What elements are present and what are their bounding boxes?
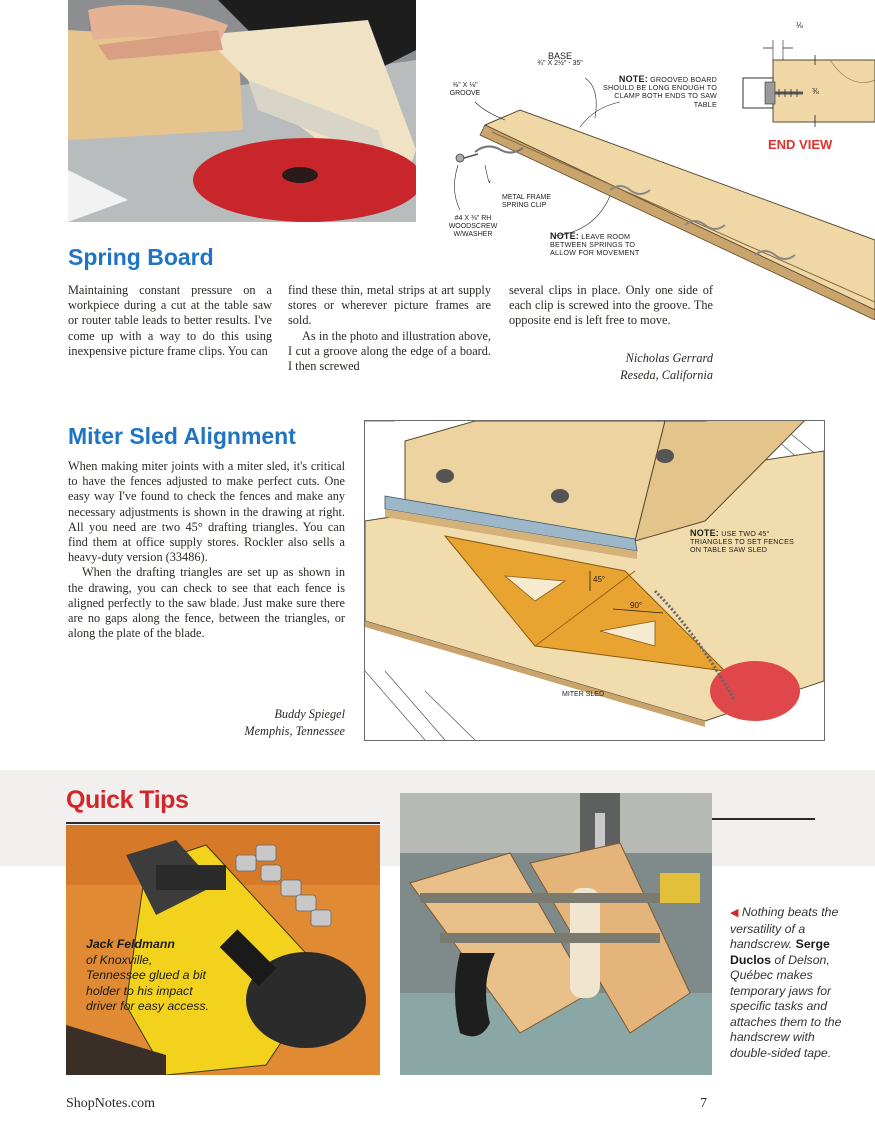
spring-board-author: Nicholas Gerrard	[625, 351, 713, 365]
spring-board-photo	[68, 0, 416, 222]
handscrew-photo	[400, 793, 712, 1075]
note-leave-room-text: LEAVE ROOM BETWEEN SPRINGS TO ALLOW FOR MOVEMENT	[550, 232, 640, 258]
spring-board-location: Reseda, California	[620, 368, 713, 382]
spring-board-title: Spring Board	[68, 244, 214, 270]
miter-sled-note	[690, 529, 795, 555]
spring-board-col2-p1: find these thin, metal strips at art supply stores or wherever picture frames are sold.	[288, 283, 491, 328]
end-view-art	[735, 20, 875, 135]
spring-board-col3	[509, 283, 713, 329]
quick-tips-rule	[66, 822, 380, 824]
quick-tips-rule-right	[712, 818, 815, 820]
spring-board-signature	[509, 350, 713, 384]
note-leave-room	[550, 232, 650, 258]
tip1-name: Jack Feldmann	[86, 937, 175, 951]
tip2-text: of Delson, Québec makes temporary jaws for specific tasks and attaches them to the handscrew with double-sided tape.	[730, 952, 842, 1060]
base-label	[520, 52, 600, 68]
handscrew-art	[400, 793, 712, 1075]
end-view-diagram	[735, 20, 875, 135]
angle-90-label: 90°	[630, 601, 643, 610]
end-view-eighth: ⅛	[796, 21, 803, 30]
miter-sled-p2: When the drafting triangles are set up as shown in the drawing, you can check to see that each fence is aligned perfectly to the saw blade. Just make sure there are no gaps along the fence, between the triangles, or along the plate of the blade.	[68, 565, 345, 641]
note-leave-room-head: NOTE:	[550, 231, 579, 241]
groove-label-dims: ⅜" X ⅛"	[452, 82, 478, 89]
note-grooved-board-head: NOTE:	[618, 74, 648, 84]
base-label-title: BASE	[547, 51, 572, 61]
quick-tips-title: Quick Tips	[66, 786, 189, 814]
tip2-name: Serge Duclos	[730, 937, 830, 967]
tip2-caption	[730, 905, 848, 1061]
angle-45-label: 45°	[593, 575, 606, 584]
base-label-dims: ¾" X 2½" - 35"	[537, 60, 583, 67]
tip2-lead: Nothing beats the versatility of a handscrew.	[730, 905, 839, 951]
miter-sled-note-head: NOTE:	[690, 528, 719, 538]
tip1-caption	[86, 937, 211, 1015]
red-arrow-icon: ◀	[730, 907, 739, 919]
spring-board-col1	[68, 283, 272, 359]
spring-board-photo-art	[68, 0, 416, 222]
note-grooved-board-text: GROOVED BOARD SHOULD BE LONG ENOUGH TO CLAMP BOTH ENDS TO SAW TABLE	[603, 75, 717, 109]
miter-sled-author: Buddy Spiegel	[274, 707, 345, 721]
groove-label	[440, 82, 490, 98]
groove-label-title: GROOVE	[449, 90, 481, 97]
spring-board-col2	[288, 283, 491, 374]
miter-sled-label: MITER SLED	[562, 691, 605, 698]
miter-sled-signature	[68, 706, 345, 740]
note-grooved-board	[595, 75, 717, 109]
footer-site: ShopNotes.com	[66, 1096, 156, 1111]
miter-sled-title: Miter Sled Alignment	[68, 423, 296, 449]
spring-board-col2-p2: As in the photo and illustration above, I cut a groove along the edge of a board. I then screwed	[288, 328, 491, 374]
tip1-text: of Knoxville, Tennessee glued a bit holder to his impact driver for easy access.	[86, 952, 210, 1013]
spring-board-col1-text: Maintaining constant pressure on a workpiece during a cut at the table saw or router table leads to better results. I've come up with a way to do this using inexpensive picture frame clips. You can	[68, 283, 272, 358]
spring-clip-label: METAL FRAME SPRING CLIP	[502, 194, 552, 209]
end-view-label: END VIEW	[768, 137, 833, 152]
end-view-three-eighths: ⅜	[812, 87, 819, 96]
spring-board-col3-text: several clips in place. Only one side of each clip is screwed into the groove. The opposite end is left free to move.	[509, 283, 713, 328]
miter-sled-location: Memphis, Tennessee	[244, 724, 345, 738]
footer-page-number: 7	[700, 1096, 707, 1111]
miter-sled-text	[68, 459, 345, 641]
woodscrew-label: #4 X ⅜" RH WOODSCREW W/WASHER	[448, 215, 498, 238]
miter-sled-p1: When making miter joints with a miter sled, it's critical to have the fences adjusted to make perfect cuts. One easy way I've found to check the fences and make any necessary adjustments is shown in the drawing at right. All you need are two 45° drafting triangles. You can find them at office supply stores. Rockler also sells a heavy-duty version (33486).	[68, 459, 345, 565]
miter-sled-note-text: USE TWO 45° TRIANGLES TO SET FENCES ON TABLE SAW SLED	[690, 529, 795, 555]
